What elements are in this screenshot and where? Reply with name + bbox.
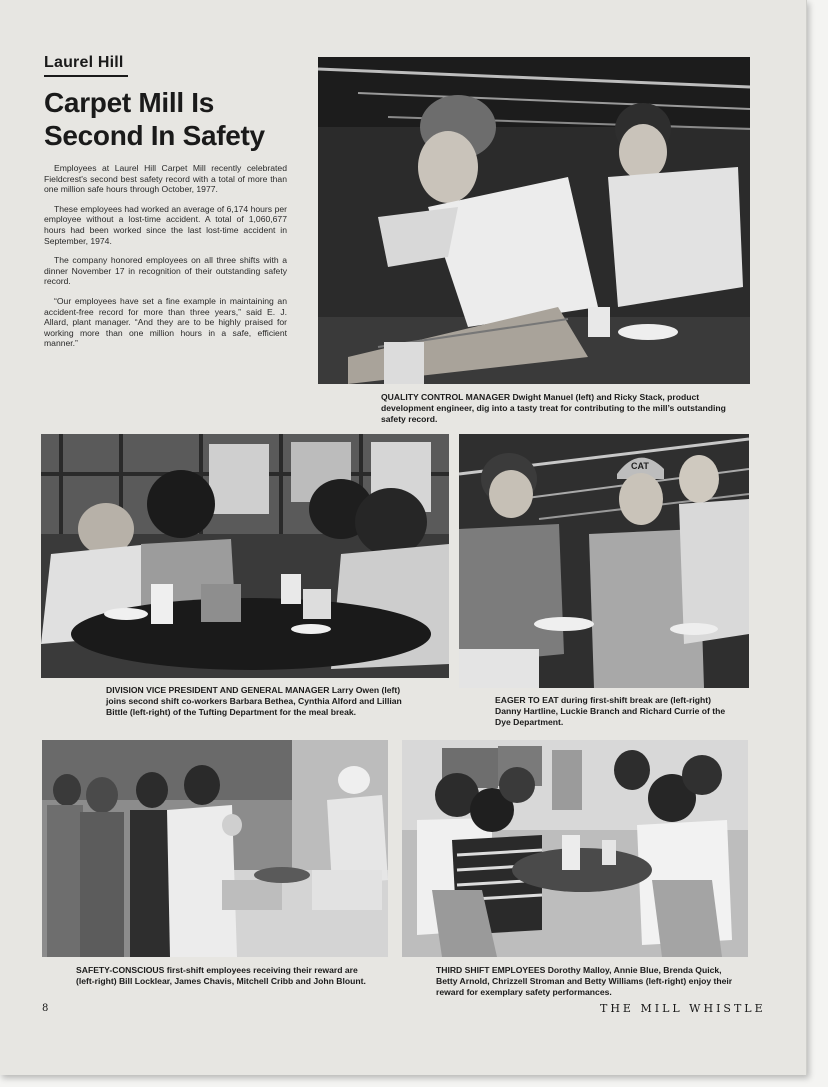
article-paragraph: The company honored employees on all three shifts with a dinner November 17 in recognition of their outstanding safety record.: [44, 255, 287, 287]
article-paragraph: These employees had worked an average of 6,174 hours per employee without a lost-time accident. A total of 1,060,677 hours had been worked since the last lost-time accident in September, 1974.: [44, 203, 287, 246]
article-paragraph: Employees at Laurel Hill Carpet Mill recently celebrated Fieldcrest's second best safety record with a total of more than one million safe hours through October, 1977.: [44, 163, 287, 195]
photo-caption: EAGER TO EAT during first-shift break are (left-right) Danny Hartline, Luckie Branch and Richard Currie of the Dye Department.: [495, 695, 726, 727]
section-kicker: Laurel Hill: [44, 54, 128, 77]
page-number: 8: [42, 1003, 49, 1014]
photo-caption: THIRD SHIFT EMPLOYEES Dorothy Malloy, Annie Blue, Brenda Quick, Betty Arnold, Chrizzell Stroman and Betty Williams (left-right) enjoy their reward for exemplary safety performances.: [436, 965, 733, 997]
photo-caption: DIVISION VICE PRESIDENT AND GENERAL MANAGER Larry Owen (left) joins second shift co-workers Barbara Bethea, Cynthia Alford and Lillian Bittle (left-right) of the Tufting Department for the meal break.: [106, 685, 402, 717]
photo-third-shift-employees: [402, 740, 748, 957]
cap-logo-text: CAT: [631, 461, 649, 471]
photo-division-vice-president: [41, 434, 449, 678]
photo-caption: SAFETY-CONSCIOUS first-shift employees receiving their reward are (left-right) Bill Locklear, James Chavis, Mitchell Cribb and John Blount.: [76, 965, 366, 986]
photo-safety-conscious: [42, 740, 388, 957]
photo-quality-control-manager: [318, 57, 750, 384]
article-paragraph: “Our employees have set a fine example in maintaining an accident-free record for more than three years,” said E. J. Allard, plant manager. “And they are to be highly praised for working more than one million hours in a safe, efficient manner.”: [44, 295, 287, 349]
publication-title: THE MILL WHISTLE: [600, 1002, 766, 1015]
photo-eager-to-eat: [459, 434, 749, 688]
article-headline: Carpet Mill Is Second In Safety: [44, 87, 265, 151]
photo-caption: QUALITY CONTROL MANAGER Dwight Manuel (left) and Ricky Stack, product development engineer, dig into a tasty treat for contributing to the mill’s outstanding safety record.: [381, 392, 726, 424]
article-body: [44, 163, 287, 358]
